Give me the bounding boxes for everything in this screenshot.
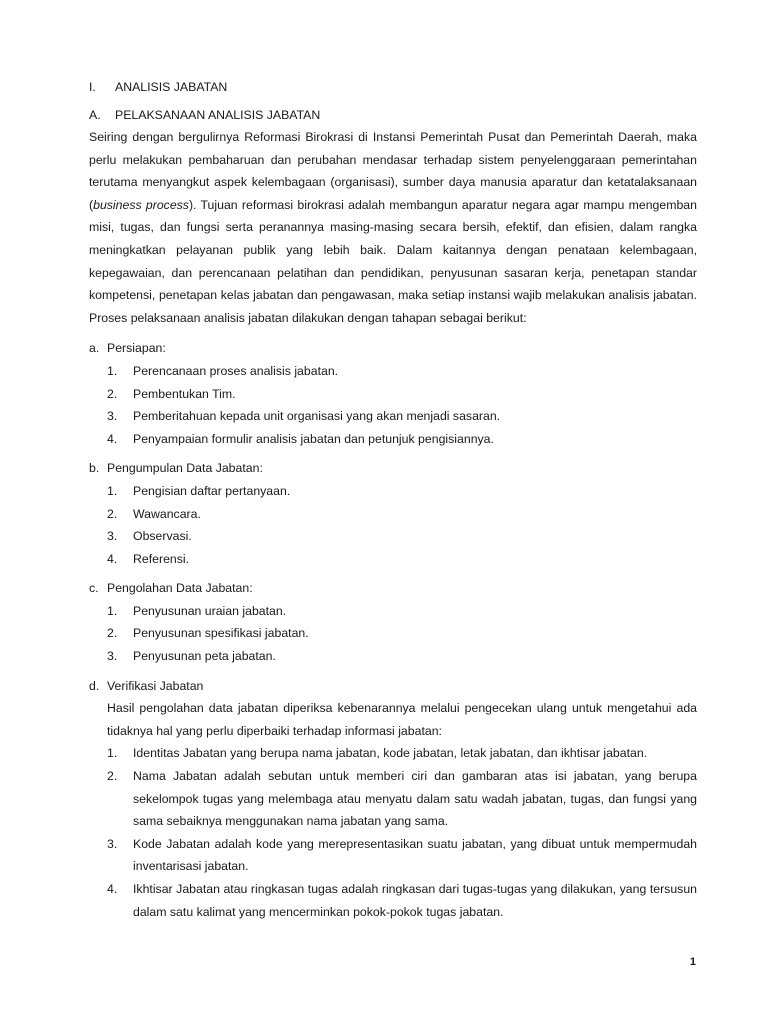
section-persiapan [89, 337, 697, 450]
list-text: Referensi. [133, 551, 190, 566]
list-text: Observasi. [133, 529, 192, 544]
list-item [89, 742, 697, 765]
document-content [89, 76, 697, 930]
list-text: Penyusunan uraian jabatan. [133, 603, 287, 618]
list-item [89, 360, 697, 383]
list-number: 2. [107, 769, 118, 784]
section-title: Pengumpulan Data Jabatan: [107, 461, 263, 476]
section-list [89, 480, 697, 570]
list-item [89, 525, 697, 548]
section-description: Hasil pengolahan data jabatan diperiksa kebenarannya melalui pengecekan ulang untuk mengetahui ada tidaknya hal yang perlu diperbaiki terhadap informasi jabatan: [107, 701, 697, 738]
heading-analisis-jabatan [89, 76, 697, 98]
list-item [89, 765, 697, 833]
list-item [89, 645, 697, 668]
subheading-pelaksanaan [89, 104, 697, 126]
subheading-title: PELAKSANAAN ANALISIS JABATAN [115, 108, 321, 122]
subheading-number: A. [89, 108, 101, 122]
list-text: Pembentukan Tim. [133, 386, 236, 401]
section-pengumpulan-data [89, 457, 697, 570]
list-number: 4. [107, 431, 118, 446]
section-list [89, 742, 697, 923]
section-heading [89, 675, 697, 698]
list-number: 2. [107, 626, 118, 641]
list-text: Penyusunan peta jabatan. [133, 649, 276, 664]
list-text: Kode Jabatan adalah kode yang merepresentasikan suatu jabatan, yang dibuat untuk mempermudah inventarisasi jabatan. [133, 836, 697, 874]
list-item [89, 383, 697, 406]
heading-number: I. [89, 80, 96, 94]
section-heading [89, 577, 697, 600]
intro-paragraph [89, 126, 697, 329]
section-verifikasi [89, 675, 697, 924]
intro-text-2: ). Tujuan reformasi birokrasi adalah membangun aparatur negara agar mampu mengemban misi, tugas, dan fungsi serta peranannya masing-masing secara bersih, efektif, dan efisien, dalam rangka meningkatkan pelayanan publik yang lebih baik. Dalam kaitannya dengan penataan kelembagaan, kepegawaian, dan perencanaan pelatihan dan pendidikan, penyusunan sasaran kerja, penetapan standar kompetensi, penetapan kelas jabatan dan pengawasan, maka setiap instansi wajib melakukan analisis jabatan. Proses pelaksanaan analisis jabatan dilakukan dengan tahapan sebagai berikut: [89, 197, 697, 325]
list-item [89, 428, 697, 451]
list-number: 1. [107, 483, 118, 498]
list-item [89, 878, 697, 923]
list-item [89, 503, 697, 526]
list-number: 4. [107, 551, 118, 566]
list-number: 3. [107, 409, 118, 424]
list-item [89, 600, 697, 623]
list-item [89, 548, 697, 571]
list-text: Nama Jabatan adalah sebutan untuk memberi ciri dan gambaran atas isi jabatan, yang berupa sekelompok tugas yang melembaga atau menyatu dalam satu wadah jabatan, tugas, dan fungsi yang sama sebaiknya menggunakan nama jabatan yang sama. [133, 769, 697, 829]
list-number: 3. [107, 836, 118, 851]
section-heading [89, 337, 697, 360]
list-text: Penyampaian formulir analisis jabatan dan petunjuk pengisiannya. [133, 431, 494, 446]
list-number: 1. [107, 603, 118, 618]
list-number: 4. [107, 882, 118, 896]
section-heading [89, 457, 697, 480]
heading-title: ANALISIS JABATAN [115, 80, 228, 94]
list-text: Pengisian daftar pertanyaan. [133, 483, 291, 498]
section-list [89, 600, 697, 668]
section-letter: b. [89, 461, 100, 476]
list-number: 1. [107, 363, 118, 378]
list-text: Pemberitahuan kepada unit organisasi yang akan menjadi sasaran. [133, 409, 501, 424]
list-number: 3. [107, 529, 118, 544]
list-item [89, 405, 697, 428]
list-number: 2. [107, 506, 118, 521]
list-text: Wawancara. [133, 506, 201, 521]
list-text: Penyusunan spesifikasi jabatan. [133, 626, 309, 641]
list-text: Perencanaan proses analisis jabatan. [133, 363, 339, 378]
list-text: Ikhtisar Jabatan atau ringkasan tugas adalah ringkasan dari tugas-tugas yang dilakukan, yang tersusun dalam satu kalimat yang mencerminkan pokok-pokok tugas jabatan. [133, 882, 697, 919]
list-text: Identitas Jabatan yang berupa nama jabatan, kode jabatan, letak jabatan, dan ikhtisar jabatan. [133, 746, 648, 761]
section-letter: c. [89, 581, 99, 596]
section-pengolahan-data [89, 577, 697, 667]
intro-text-1: Seiring dengan bergulirnya Reformasi Birokrasi di Instansi Pemerintah Pusat dan Pemerintah Daerah, maka perlu melakukan pembaharuan dan perubahan mendasar terhadap sistem penyelenggaraan pemerintahan terutama menyangkut aspek kelembagaan (organisasi), sumber daya manusia aparatur dan ketatalaksanaan ( [89, 130, 697, 212]
list-number: 2. [107, 386, 118, 401]
list-item [89, 480, 697, 503]
list-item [89, 622, 697, 645]
list-number: 1. [107, 746, 118, 761]
intro-italic-term: business process [93, 197, 189, 212]
section-title: Pengolahan Data Jabatan: [107, 581, 253, 596]
section-title: Persiapan: [107, 341, 166, 356]
list-item [89, 833, 697, 878]
section-letter: a. [89, 341, 100, 356]
page-number: 1 [689, 956, 696, 968]
section-title: Verifikasi Jabatan [107, 678, 204, 693]
section-list [89, 360, 697, 450]
list-number: 3. [107, 649, 118, 664]
section-letter: d. [89, 678, 100, 693]
